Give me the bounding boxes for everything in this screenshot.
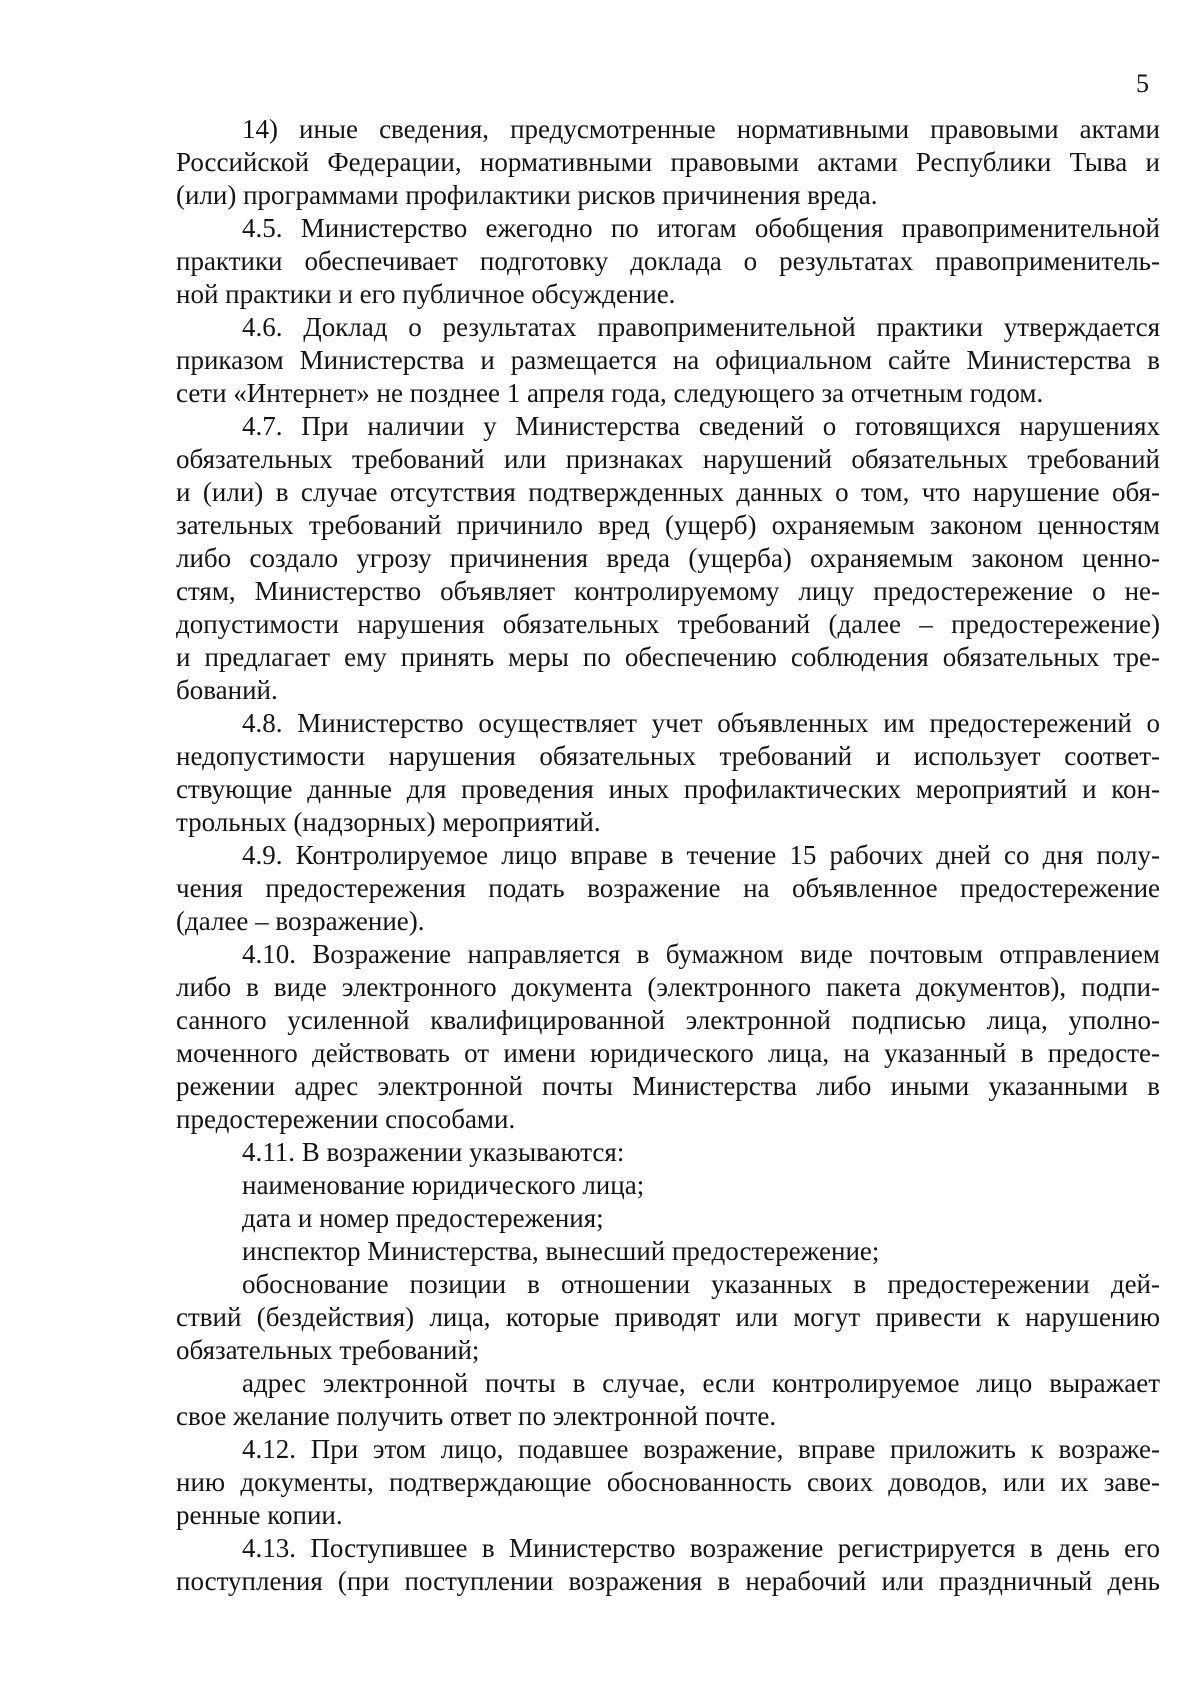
text-line: санного усиленной квалифицированной электронной подписью лица, уполно- [176,1005,1160,1035]
text-line: (далее – возражение). [176,906,425,936]
text-line: режении адрес электронной почты Министерства либо иными указанными в [176,1071,1160,1101]
text-line: Российской Федерации, нормативными правовыми актами Республики Тыва и [176,147,1160,177]
text-line: 4.11. В возражении указываются: [242,1137,625,1167]
text-line: 4.12. При этом лицо, подавшее возражение, вправе приложить к возраже- [242,1434,1160,1464]
text-line: обоснование позиции в отношении указанных в предостережении дей- [242,1269,1160,1299]
text-line: либо создало угрозу причинения вреда (ущерба) охраняемым законом ценно- [176,543,1160,573]
text-line: 4.5. Министерство ежегодно по итогам обобщения правоприменительной [242,213,1160,243]
text-line: и (или) в случае отсутствия подтвержденных данных о том, что нарушение обя- [176,477,1160,507]
text-line: 4.10. Возражение направляется в бумажном виде почтовым отправлением [242,939,1160,969]
text-line: свое желание получить ответ по электронной почте. [176,1401,777,1431]
text-line: трольных (надзорных) мероприятий. [176,807,601,837]
text-line: обязательных требований или признаках нарушений обязательных требований [176,444,1160,474]
text-line: бований. [176,675,278,705]
text-line: зательных требований причинило вред (ущерб) охраняемым законом ценностям [176,510,1160,540]
text-line: моченного действовать от имени юридического лица, на указанный в предосте- [176,1038,1160,1068]
document-body [176,113,1160,1598]
text-line: 4.8. Министерство осуществляет учет объявленных им предостережений о [242,708,1160,738]
text-line: поступления (при поступлении возражения в нерабочий или праздничный день [176,1566,1160,1596]
text-line: (или) программами профилактики рисков причинения вреда. [176,180,878,210]
text-line: и предлагает ему принять меры по обеспечению соблюдения обязательных тре- [176,642,1160,672]
text-line: 4.13. Поступившее в Министерство возражение регистрируется в день его [242,1533,1160,1563]
text-line: ствующие данные для проведения иных профилактических мероприятий и кон- [176,774,1160,804]
text-line: 14) иные сведения, предусмотренные нормативными правовыми актами [242,114,1160,144]
text-line: либо в виде электронного документа (электронного пакета документов), подпи- [176,972,1160,1002]
text-line: практики обеспечивает подготовку доклада о результатах правоприменитель- [176,246,1160,276]
text-line: предостережении способами. [176,1104,516,1134]
text-line: приказом Министерства и размещается на официальном сайте Министерства в [176,345,1160,375]
page-number: 5 [1136,69,1149,98]
text-line: 4.9. Контролируемое лицо вправе в течение 15 рабочих дней со дня полу- [242,840,1160,870]
text-line: ренные копии. [176,1500,343,1530]
text-line: 4.7. При наличии у Министерства сведений о готовящихся нарушениях [242,411,1160,441]
text-line: нию документы, подтверждающие обоснованность своих доводов, или их заве- [176,1467,1160,1497]
text-line: стям, Министерство объявляет контролируемому лицу предостережение о не- [176,576,1160,606]
text-line: дата и номер предостережения; [242,1203,604,1233]
text-line: адрес электронной почты в случае, если контролируемое лицо выражает [242,1368,1160,1398]
text-line: чения предостережения подать возражение на объявленное предостережение [176,873,1160,903]
text-line: ной практики и его публичное обсуждение. [176,279,676,309]
text-line: недопустимости нарушения обязательных требований и использует соответ- [176,741,1160,771]
text-line: наименование юридического лица; [242,1170,645,1200]
text-line: сети «Интернет» не позднее 1 апреля года, следующего за отчетным годом. [176,378,1044,408]
text-line: инспектор Министерства, вынесший предостережение; [242,1236,880,1266]
text-line: ствий (бездействия) лица, которые приводят или могут привести к нарушению [176,1302,1160,1332]
text-line: обязательных требований; [176,1335,480,1365]
text-line: допустимости нарушения обязательных требований (далее – предостережение) [176,609,1160,639]
text-line: 4.6. Доклад о результатах правоприменительной практики утверждается [242,312,1160,342]
